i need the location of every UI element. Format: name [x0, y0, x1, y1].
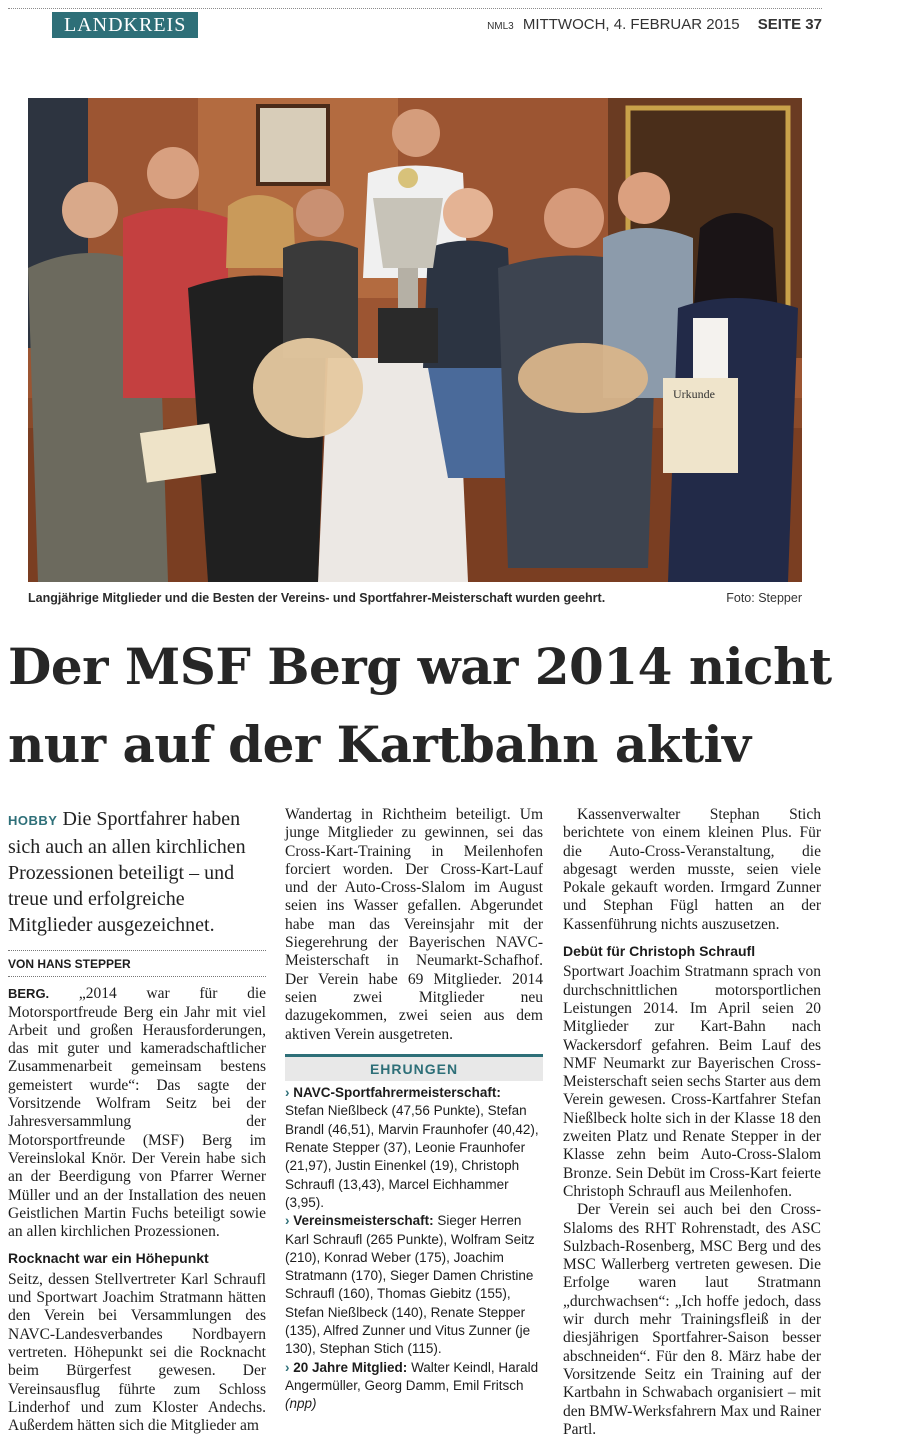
paragraph-2-continued: Wandertag in Richtheim beteiligt. Um junge Mitglieder zu gewinnen, sei das Cross-Kart-Training in Meilenhofen forciert worden. Der Cross-Kart-Lauf und der Auto-Cross-Slalom im August seien ins Wasser gefallen. Abgerundet habe man das Vereinsjahr mit der Siegerehrung der Bayerischen NAVC-Meisterschaft in Neumarkt-Schafhof. Der Verein habe 69 Mitglieder. 2014 seien zwei Mitglieder neu dazugekommen, zwei seien aus dem aktiven Verein ausgetreten. — [285, 806, 543, 1043]
page-number: SEITE 37 — [757, 16, 822, 33]
honors-label-3: 20 Jahre Mitglied: — [293, 1359, 408, 1375]
photo-credit: Foto: Stepper — [726, 591, 802, 605]
paragraph-2: Seitz, dessen Stellvertreter Karl Schraufl und Sportwart Joachim Stratmann hätten den Verein bei Versammlungen des NAVC-Landesverbandes Nordbayern vertreten. Höhepunkt sei die Rocknacht beim Bürgerfest gewesen. Der Vereinsausflug führte zum Schloss Linderhof und zum Kloster Andechs. Außerdem hätten sich die Mitglieder am — [8, 1270, 266, 1435]
honors-text-2: Sieger Herren Karl Schraufl (265 Punkte), Wolfram Seitz (210), Konrad Weber (175), Joachim Stratmann (170), Sieger Damen Christine Schraufl (160), Thomas Giebitz (155), Stefan Nießlbeck (140), Renate Stepper (135), Alfred Zunner und Vitus Zunner (je 130), Stephan Stich (115). — [285, 1213, 535, 1357]
honors-entry-1 — [285, 1084, 543, 1212]
urkunde-label: Urkunde — [673, 387, 715, 401]
teaser-kicker: HOBBY — [8, 813, 58, 828]
article-column-2 — [285, 806, 543, 1414]
article-column-3 — [563, 806, 821, 1439]
honors-title: EHRUNGEN — [285, 1057, 543, 1081]
byline: VON HANS STEPPER — [8, 950, 266, 977]
headline-line-1: Der MSF Berg war 2014 nicht — [8, 637, 832, 696]
section-label: LANDKREIS — [52, 12, 198, 38]
page-header — [8, 8, 822, 43]
chevron-right-icon: › — [285, 1359, 290, 1375]
honors-label-2: Vereinsmeisterschaft: — [293, 1213, 434, 1229]
honors-label-1: NAVC-Sportfahrermeisterschaft: — [293, 1085, 501, 1101]
author-signature: (npp) — [285, 1396, 317, 1412]
chevron-right-icon: › — [285, 1213, 290, 1229]
subheading-rocknacht: Rocknacht war ein Höhepunkt — [8, 1250, 209, 1267]
honors-text-1: Stefan Nießlbeck (47,56 Punkte), Stefan Brandl (46,51), Marvin Fraunhofer (40,42), Renate Stepper (37), Leonie Fraunhofer (21,97), Justin Einenkel (19), Christoph Schraufl (13,43), Marcel Eichhammer (3,95). — [285, 1103, 539, 1210]
issue-date: MITTWOCH, 4. FEBRUAR 2015 — [522, 16, 740, 33]
teaser-text: Die Sportfahrer haben sich auch an allen kirchlichen Prozessionen beteiligt – und treue und erfolgreiche Mitglieder ausgezeichnet. — [8, 808, 246, 936]
edition-code: NML3 — [487, 21, 514, 32]
paragraph-1: „2014 war für die Motorsportfreude Berg ein Jahr mit viel Arbeit und großen Herausforderungen, das mit guter und kameradschaftlicher Zusammenarbeit gemeinsam bestens gemeistert wurde“: Das sagte der Vorsitzende Wolfram Seitz bei der Jahresversammlung der Motorsportfreunde (MSF) Berg im Vereinslokal Knör. Der Verein habe sich an der Beerdigung von Pfarrer Werner Müller und an der Installation des neuen Geistlichen Martin Fuchs beteiligt sowie an allen kirchlichen Prozessionen. — [8, 985, 267, 1241]
caption-text: Langjährige Mitglieder und die Besten der Vereins- und Sportfahrer-Meisterschaft wurden geehrt. — [28, 591, 606, 605]
subheading-debuet: Debüt für Christoph Schraufl — [563, 943, 756, 960]
honors-entry-3 — [285, 1359, 543, 1414]
honors-entry-2 — [285, 1212, 543, 1358]
chevron-right-icon: › — [285, 1085, 290, 1101]
group-photo — [28, 98, 802, 582]
lead-paragraph — [8, 985, 266, 1241]
honors-box — [285, 1054, 543, 1414]
article-teaser — [8, 806, 266, 938]
article-column-1 — [8, 806, 266, 1435]
page-info — [487, 16, 822, 33]
dateline: BERG. — [8, 986, 50, 1002]
photo-caption — [28, 591, 802, 605]
paragraph-5: Der Verein sei auch bei den Cross-Slaloms des RHT Rohrenstadt, des ASC Sulzbach-Rosenberg, MSC Berg und des MSC Wallerberg vertreten gewesen. Die Erfolge waren laut Stratmann „durchwachsen“: „Ich hoffe jedoch, dass wir durch mehr Trainingsfleiß in der diesjährigen Sportfahrer-Saison besser abschneiden“. Für den 8. März habe der Vorsitzende Seitz ein Training auf der Kartbahn in Schwabach organisiert – mit den BMW-Werksfahrern Max und Rainer Partl. — [563, 1201, 821, 1438]
headline-line-2: nur auf der Kartbahn aktiv — [8, 715, 751, 774]
paragraph-4: Sportwart Joachim Stratmann sprach von durchschnittlichen motorsportlichen Leistungen 2014. Im April seien 20 Mitglieder zur Kart-Bahn nach Wackersdorf gefahren. Beim Lauf des NMF Neumarkt zur Bayerischen Cross-Meisterschaft seien sechs Starter aus dem Verein gewesen. Cross-Kartfahrer Stefan Nießlbeck holte sich in der Klasse 18 den zweiten Platz und Renate Stepper in der Klasse zehn beim Auto-Cross-Slalom Bronze. Sein Debüt im Cross-Kart feierte Christoph Schraufl aus Meilenhofen. — [563, 963, 821, 1200]
honors-text-3: Walter Keindl, Harald Angermüller, Georg Damm, Emil Fritsch — [285, 1359, 539, 1393]
article-headline — [8, 628, 888, 784]
paragraph-3: Kassenverwalter Stephan Stich berichtete von einem kleinen Plus. Für die Auto-Cross-Veranstaltung, die abgesagt werden musste, seien viele Pokale gekauft worden. Irmgard Zunner und Stephan Fügl hatten an der Kassenführung nichts auszusetzen. — [563, 806, 821, 933]
